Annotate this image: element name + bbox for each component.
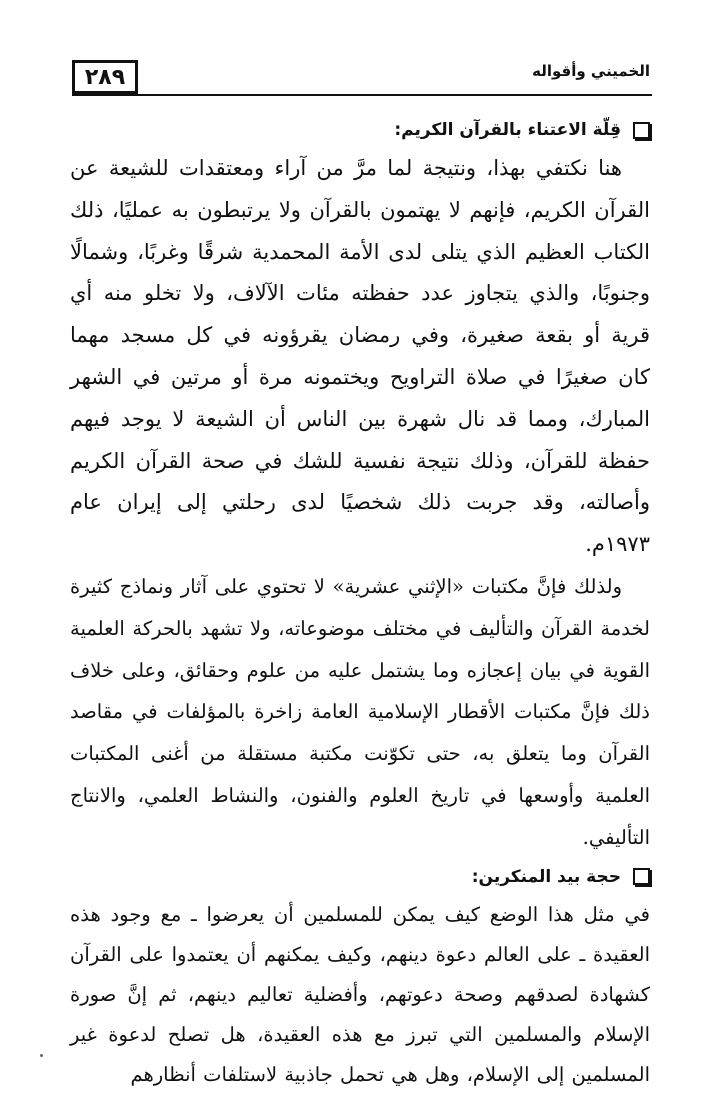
section-heading	[70, 112, 650, 148]
paragraph: ولذلك فإنَّ مكتبات «الإثني عشرية» لا تحتوي على آثار ونماذج كثيرة لخدمة القرآن والتأليف في مختلف موضوعاته، ولا تشهد بالحركة العلمية القوية في بيان إعجازه وما يشتمل عليه من علوم وحقائق، وعلى خلاف ذلك فإنَّ مكتبات الأقطار الإسلامية العامة زاخرة بالمؤلفات في مقاصد القرآن وما يتعلق به، حتى تكوّنت مكتبة مستقلة من أغنى المكتبات العلمية وأوسعها في تاريخ العلوم والفنون، والنشاط العلمي، والانتاج التأليفي.	[70, 574, 650, 849]
section-heading-text: قِلّة الاعتناء بالقرآن الكريم:	[394, 120, 621, 140]
page-number: ٢٨٩	[72, 60, 138, 94]
scan-speck	[40, 1054, 43, 1057]
paragraph: هنا نكتفي بهذا، ونتيجة لما مرَّ من آراء ومعتقدات للشيعة عن القرآن الكريم، فإنهم لا يهتمون بالقرآن ولا يرتبطون به عمليًا، ذلك الكتاب العظيم الذي يتلى لدى الأمة المحمدية شرقًا وغربًا، وشمالًا وجنوبًا، والذي يتجاوز عدد حفظته مئات الآلاف، ولا تخلو منه أي قرية أو بقعة صغيرة، وفي رمضان يقرؤونه في كل مسجد مهما كان صغيرًا في صلاة التراويح ويختمونه مرة أو مرتين في الشهر المبارك، ومما قد نال شهرة بين الناس أن الشيعة لا يوجد فيهم حفظة للقرآن، وذلك نتيجة نفسية للشك في صحة القرآن الكريم وأصالته، وقد جربت ذلك شخصيًا لدى رحلتي إلى إيران عام ١٩٧٣م.	[70, 156, 650, 557]
page-content	[70, 112, 650, 1095]
checkbox-bullet-icon	[633, 122, 650, 139]
checkbox-bullet-icon	[633, 868, 650, 885]
running-title: الخميني وأقواله	[532, 62, 650, 80]
section-heading-text: حجة بيد المنكرين:	[471, 866, 621, 887]
paragraph: في مثل هذا الوضع كيف يمكن للمسلمين أن يعرضوا ـ مع وجود هذه العقيدة ـ على العالم دعوة دينهم، وكيف يمكنهم أن يعتمدوا على القرآن كشهادة لصدقهم وصحة دعوتهم، وأفضلية تعاليم دينهم، ثم إنَّ صورة الإسلام والمسلمين التي تبرز مع هذه العقيدة، هل تصلح لدعوة غير المسلمين إلى الإسلام، وهل هي تحمل جاذبية لاستلفات أنظارهم	[70, 902, 650, 1086]
section-heading	[70, 859, 650, 895]
header-rule	[72, 94, 652, 96]
